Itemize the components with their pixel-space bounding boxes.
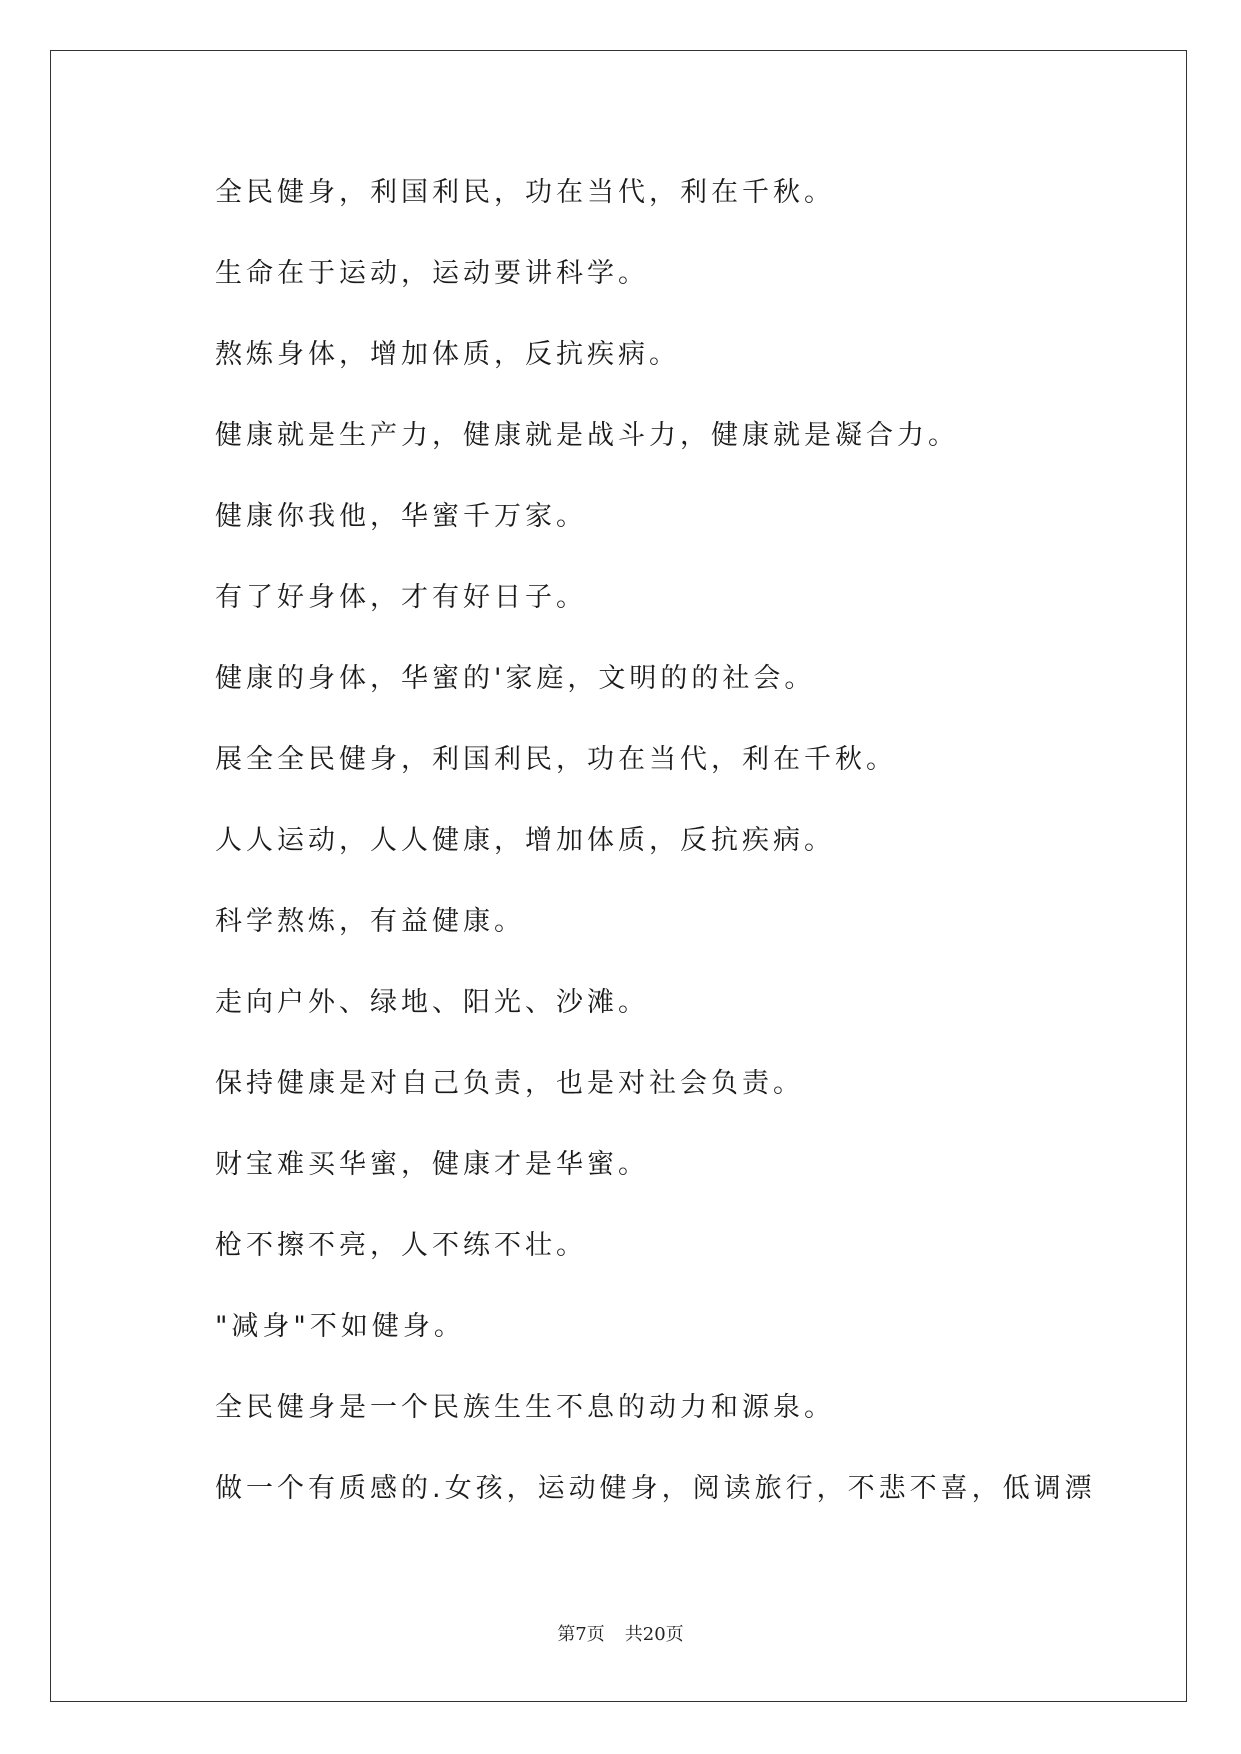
text-line: 做一个有质感的.女孩，运动健身，阅读旅行，不悲不喜，低调漂 xyxy=(215,1473,1096,1504)
text-line: 保持健康是对自己负责，也是对社会负责。 xyxy=(215,1068,804,1099)
page-number: 第7页 xyxy=(557,1624,605,1645)
page-footer xyxy=(0,1620,1241,1646)
text-line: 科学熬炼，有益健康。 xyxy=(215,906,525,937)
text-line: 健康的身体，华蜜的'家庭，文明的的社会。 xyxy=(215,663,816,694)
text-line: 枪不擦不亮，人不练不壮。 xyxy=(215,1230,587,1261)
page-total: 共20页 xyxy=(624,1624,684,1645)
text-line: 有了好身体，才有好日子。 xyxy=(215,582,587,613)
text-line: 全民健身，利国利民，功在当代，利在千秋。 xyxy=(215,177,835,208)
text-line: 生命在于运动，运动要讲科学。 xyxy=(215,258,649,289)
document-body xyxy=(215,170,1115,1547)
text-line: "减身"不如健身。 xyxy=(215,1311,465,1342)
text-line: 人人运动，人人健康，增加体质，反抗疾病。 xyxy=(215,825,835,856)
text-line: 健康就是生产力，健康就是战斗力，健康就是凝合力。 xyxy=(215,420,959,451)
text-line: 展全全民健身，利国利民，功在当代，利在千秋。 xyxy=(215,744,897,775)
text-line: 财宝难买华蜜，健康才是华蜜。 xyxy=(215,1149,649,1180)
text-line: 健康你我他，华蜜千万家。 xyxy=(215,501,587,532)
text-line: 全民健身是一个民族生生不息的动力和源泉。 xyxy=(215,1392,835,1423)
text-line: 走向户外、绿地、阳光、沙滩。 xyxy=(215,987,649,1018)
text-line: 熬炼身体，增加体质，反抗疾病。 xyxy=(215,339,680,370)
